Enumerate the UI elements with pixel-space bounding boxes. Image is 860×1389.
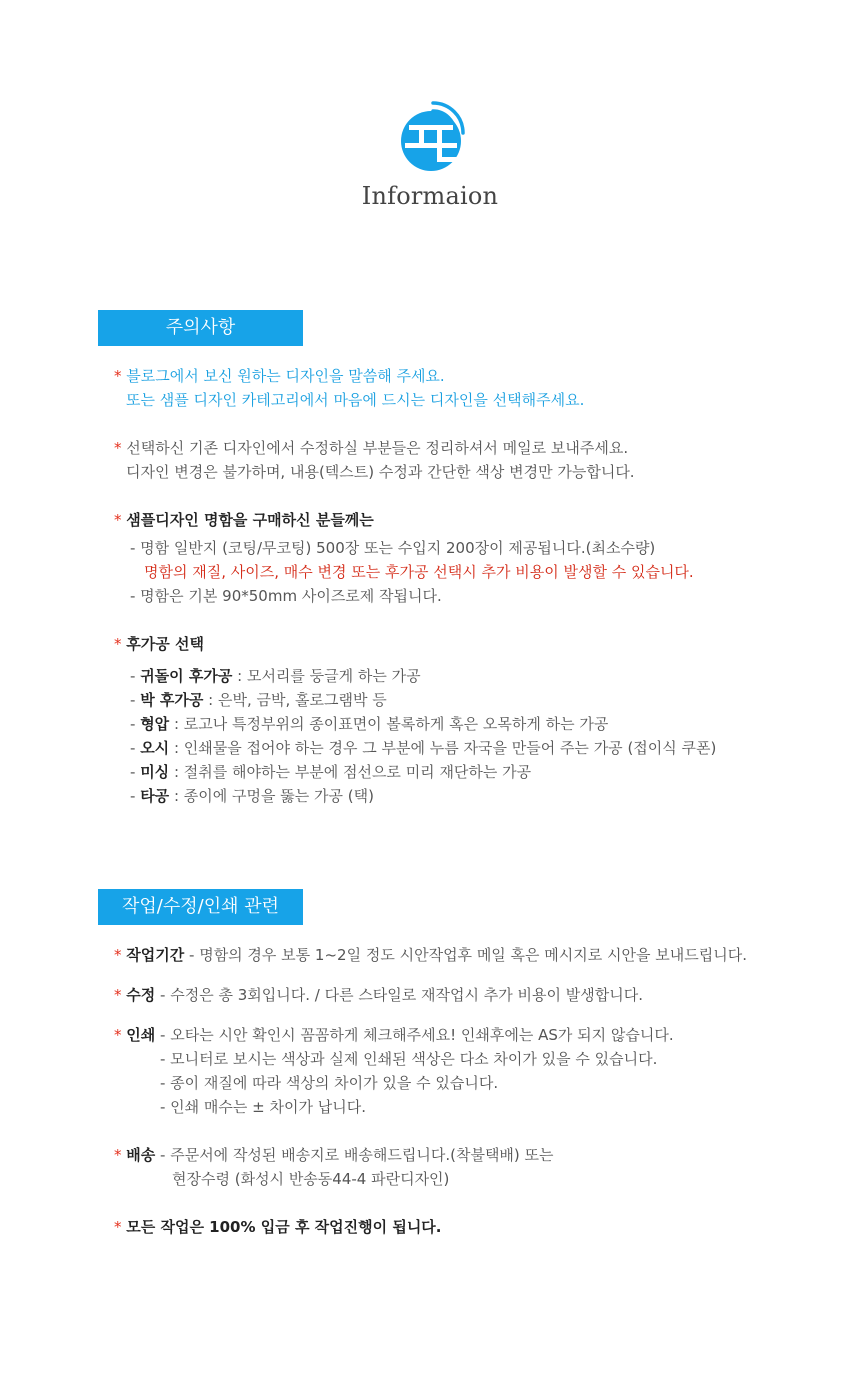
postprocess-item: - 타공 : 종이에 구멍을 뚫는 가공 (택) [130, 787, 374, 805]
postprocess-title: 후가공 선택 [126, 635, 204, 653]
work-item-final: * 모든 작업은 100% 입금 후 작업진행이 됩니다. [114, 1218, 442, 1236]
brand-title: Informaion [361, 182, 499, 210]
notice-item-blog: * 블로그에서 보신 원하는 디자인을 말씀해 주세요. [114, 367, 445, 385]
notice-blog-line2: 또는 샘플 디자인 카테고리에서 마음에 드시는 디자인을 선택해주세요. [126, 391, 585, 409]
notice-item-sample: * 샘플디자인 명함을 구매하신 분들께는 [114, 511, 374, 529]
section-header-work: 작업/수정/인쇄 관련 [98, 889, 303, 925]
print-sub-item: - 인쇄 매수는 ± 차이가 납니다. [160, 1098, 366, 1116]
postprocess-item: - 오시 : 인쇄물을 접어야 하는 경우 그 부분에 누름 자국을 만들어 주는 가공 (접이식 쿠폰) [130, 739, 717, 757]
sample-item-quantity: - 명함 일반지 (코팅/무코팅) 500장 또는 수입지 200장이 제공됩니다.(최소수량) [130, 539, 656, 557]
notice-item-edit: * 선택하신 기존 디자인에서 수정하실 부분들은 정리하셔서 메일로 보내주세요. [114, 439, 629, 457]
sample-item-extra-cost: 명함의 재질, 사이즈, 매수 변경 또는 후가공 선택시 추가 비용이 발생할 수 있습니다. [144, 563, 694, 581]
work-item-delivery: * 배송 - 주문서에 작성된 배송지로 배송해드립니다.(착불택배) 또는 [114, 1146, 554, 1164]
print-sub-item: - 모니터로 보시는 색상과 실제 인쇄된 색상은 다소 차이가 있을 수 있습니다. [160, 1050, 658, 1068]
notice-content [114, 364, 716, 808]
sample-item-size: - 명함은 기본 90*50mm 사이즈로제 작됩니다. [130, 587, 442, 605]
work-item-print: * 인쇄 - 오타는 시안 확인시 꼼꼼하게 체크해주세요! 인쇄후에는 AS가 되지 않습니다. [114, 1026, 674, 1044]
delivery-line2: 현장수령 (화성시 반송동44-4 파란디자인) [172, 1170, 450, 1188]
postprocess-item: - 형압 : 로고나 특정부위의 종이표면이 볼록하게 혹은 오목하게 하는 가공 [130, 715, 609, 733]
notice-blog-line1: 블로그에서 보신 원하는 디자인을 말씀해 주세요. [126, 367, 445, 385]
notice-item-postprocess: * 후가공 선택 [114, 635, 204, 653]
work-item-period: * 작업기간 - 명함의 경우 보통 1~2일 정도 시안작업후 메일 혹은 메시지로 시안을 보내드립니다. [114, 946, 747, 964]
postprocess-item: - 박 후가공 : 은박, 금박, 홀로그램박 등 [130, 691, 387, 709]
postprocess-item: - 미싱 : 절취를 해야하는 부분에 점선으로 미리 재단하는 가공 [130, 763, 532, 781]
work-item-revision: * 수정 - 수정은 총 3회입니다. / 다른 스타일로 재작업시 추가 비용이 발생합니다. [114, 986, 643, 1004]
work-content [114, 943, 747, 1239]
print-sub-item: - 종이 재질에 따라 색상의 차이가 있을 수 있습니다. [160, 1074, 499, 1092]
sample-title: 샘플디자인 명함을 구매하신 분들께는 [126, 511, 374, 529]
postprocess-item: - 귀돌이 후가공 : 모서리를 둥글게 하는 가공 [130, 667, 421, 685]
notice-edit-line1: 선택하신 기존 디자인에서 수정하실 부분들은 정리하셔서 메일로 보내주세요. [126, 439, 629, 457]
section-header-notice: 주의사항 [98, 310, 303, 346]
notice-edit-line2: 디자인 변경은 불가하며, 내용(텍스트) 수정과 간단한 색상 변경만 가능합니다. [126, 463, 635, 481]
brand-logo-icon [397, 99, 465, 171]
